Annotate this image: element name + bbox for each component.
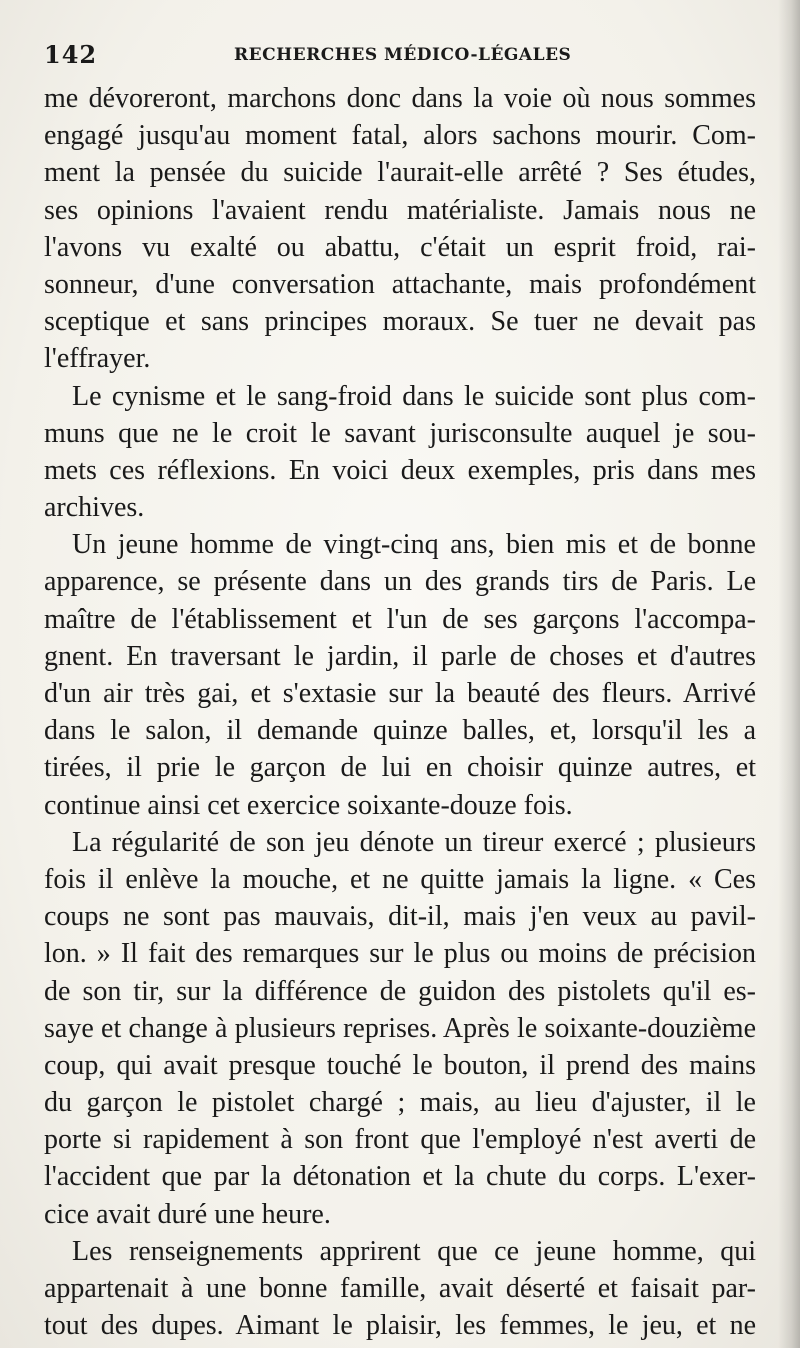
text-line: dans le salon, il demande quinze balles, et, lorsqu'il les a (44, 715, 756, 747)
text-line: coup, qui avait presque touché le bouton, il prend des mains (44, 1049, 756, 1081)
text-line: Les renseignements apprirent que ce jeune homme, qui (72, 1235, 756, 1267)
text-line: Un jeune homme de vingt-cinq ans, bien mis et de bonne (72, 529, 756, 561)
text-line: fois il enlève la mouche, et ne quitte jamais la ligne. « Ces (44, 863, 756, 895)
text-line: Le cynisme et le sang-froid dans le suicide sont plus com- (72, 380, 756, 412)
text-line: de son tir, sur la différence de guidon des pistolets qu'il es- (44, 975, 756, 1007)
text-line: saye et change à plusieurs reprises. Après le soixante-douzième (44, 1012, 756, 1044)
text-line: ment la pensée du suicide l'aurait-elle arrêté ? Ses études, (44, 157, 756, 189)
text-line: gnent. En traversant le jardin, il parle de choses et d'autres (44, 640, 756, 672)
text-line: tout des dupes. Aimant le plaisir, les femmes, le jeu, et ne (44, 1310, 756, 1342)
running-title: RECHERCHES MÉDICO-LÉGALES (234, 45, 572, 65)
text-line: engagé jusqu'au moment fatal, alors sachons mourir. Com- (44, 120, 756, 152)
text-line: du garçon le pistolet chargé ; mais, au lieu d'ajuster, il le (44, 1087, 756, 1119)
text-line: maître de l'établissement et l'un de ses garçons l'accompa- (44, 603, 756, 635)
text-line: lon. » Il fait des remarques sur le plus ou moins de précision (44, 938, 756, 970)
text-line: appartenait à une bonne famille, avait déserté et faisait par- (44, 1273, 756, 1304)
text-line: mets ces réflexions. En voici deux exemples, pris dans mes (44, 454, 756, 486)
body-text (44, 80, 756, 1344)
text-line: sonneur, d'une conversation attachante, mais profondément (44, 268, 756, 300)
text-line: me dévoreront, marchons donc dans la voie où nous sommes (44, 83, 756, 114)
text-line: coups ne sont pas mauvais, dit-il, mais j'en veux au pavil- (44, 901, 756, 933)
page-number: 142 (44, 40, 98, 69)
text-line: d'un air très gai, et s'extasie sur la beauté des fleurs. Arrivé (44, 678, 756, 709)
text-line: l'effrayer. (44, 343, 151, 375)
text-line: sceptique et sans principes moraux. Se tuer ne devait pas (44, 306, 756, 338)
page-edge-shadow (778, 0, 800, 1348)
text-line: tirées, il prie le garçon de lui en choisir quinze autres, et (44, 752, 756, 784)
text-line: La régularité de son jeu dénote un tireur exercé ; plusieurs (72, 826, 756, 858)
page-header (44, 40, 744, 76)
text-line: muns que ne le croit le savant jurisconsulte auquel je sou- (44, 417, 756, 449)
text-line: continue ainsi cet exercice soixante-douze fois. (44, 789, 573, 821)
text-line: l'avons vu exalté ou abattu, c'était un esprit froid, rai- (44, 231, 756, 263)
text-line: ses opinions l'avaient rendu matérialiste. Jamais nous ne (44, 194, 756, 226)
text-line: cice avait duré une heure. (44, 1198, 331, 1230)
text-line: archives. (44, 492, 145, 524)
text-line: apparence, se présente dans un des grands tirs de Paris. Le (44, 566, 756, 598)
text-line: porte si rapidement à son front que l'employé n'est averti de (44, 1124, 756, 1156)
text-line: l'accident que par la détonation et la chute du corps. L'exer- (44, 1161, 756, 1193)
